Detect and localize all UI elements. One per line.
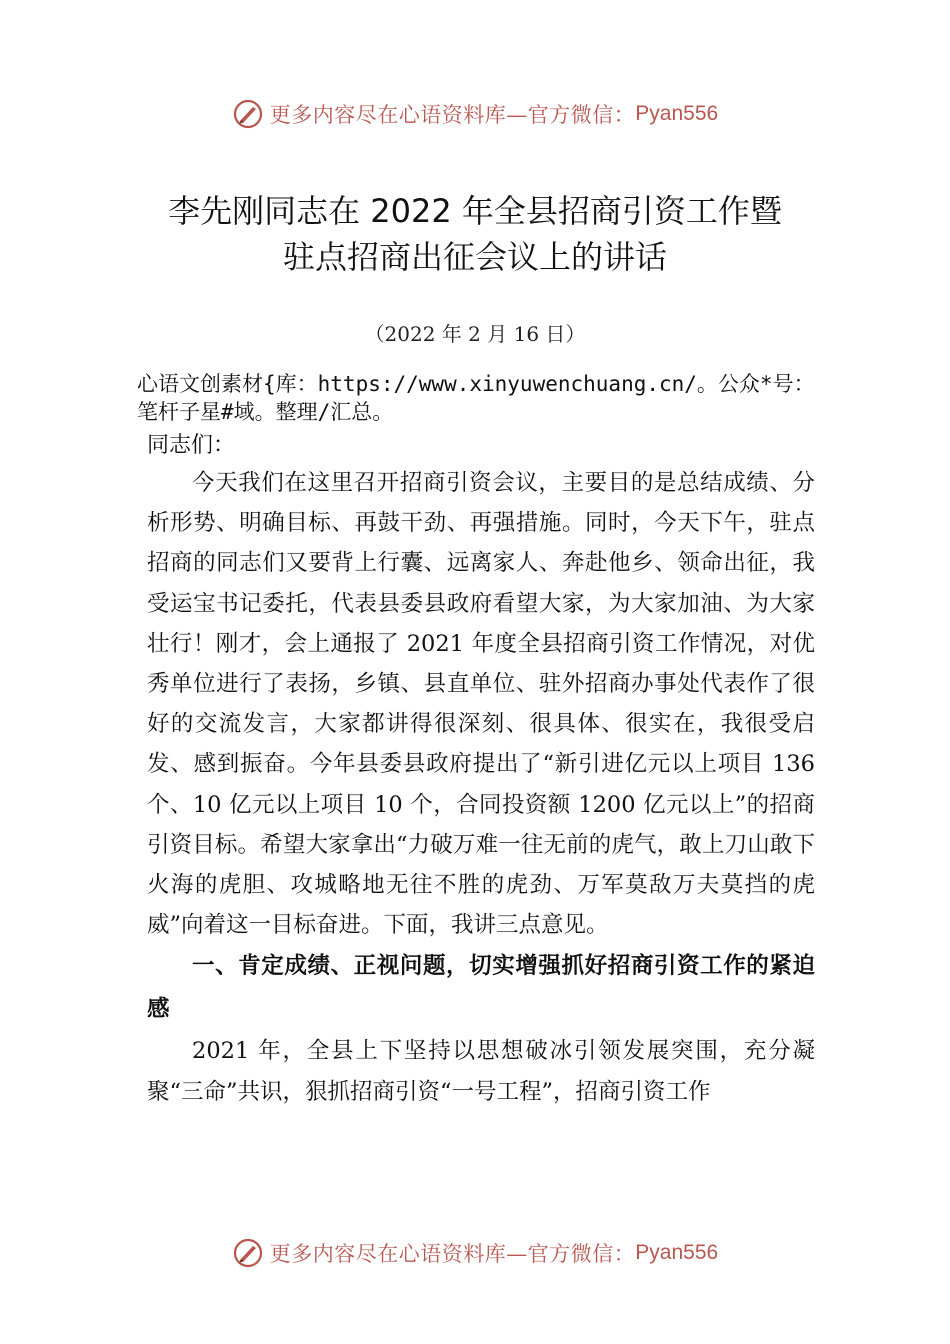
title-line-1: 李先刚同志在 2022 年全县招商引资工作暨 (168, 192, 782, 230)
brush-logo-icon (232, 1237, 264, 1269)
salutation: 同志们： (147, 433, 236, 458)
speech-date: （2022 年 2 月 16 日） (364, 322, 586, 346)
title-line-2: 驻点招商出征会议上的讲话 (282, 238, 667, 276)
banner-wechat-id: Pyan556 (635, 1241, 719, 1264)
paragraph-2: 2021 年，全县上下坚持以思想破冰引领发展突围，充分凝聚“三命”共识，狠抓招商引资“一号工程”，招商引资工作 (147, 1038, 815, 1105)
banner-wechat-id: Pyan556 (635, 102, 719, 125)
footer-banner (0, 1233, 950, 1273)
header-banner (0, 94, 950, 134)
source-note: 心语文创素材{库：https://www.xinyuwenchuang.cn/。公众*号：笔杆子星#域。整理/汇总。 (137, 372, 815, 424)
speech-body (147, 463, 815, 1112)
brush-logo-icon (232, 98, 264, 130)
section-heading-1: 一、肯定成绩、正视问题，切实增强抓好招商引资工作的紧迫感 (147, 953, 815, 1023)
paragraph-1: 今天我们在这里召开招商引资会议，主要目的是总结成绩、分析形势、明确目标、再鼓干劲、再强措施。同时，今天下午，驻点招商的同志们又要背上行囊、远离家人、奔赴他乡、领命出征，我受运宝书记委托，代表县委县政府看望大家，为大家加油、为大家壮行！刚才，会上通报了 2021 年度全县招商引资工作情况，对优秀单位进行了表扬，乡镇、县直单位、驻外招商办事处代表作了很好的交流发言，大家都讲得很深刻、很具体、很实在，我很受启发、感到振奋。今年县委县政府提出了“新引进亿元以上项目 136 个、10 亿元以上项目 10 个，合同投资额 1200 亿元以上”的招商引资目标。希望大家拿出“力破万难一往无前的虎气，敢上刀山敢下火海的虎胆、攻城略地无往不胜的虎劲、万军莫敌万夫莫挡的虎威”向着这一目标奋进。下面，我讲三点意见。 (147, 470, 815, 939)
banner-text: 更多内容尽在心语资料库—官方微信： (269, 103, 636, 127)
banner-text: 更多内容尽在心语资料库—官方微信： (269, 1242, 636, 1266)
document-title (0, 188, 950, 280)
